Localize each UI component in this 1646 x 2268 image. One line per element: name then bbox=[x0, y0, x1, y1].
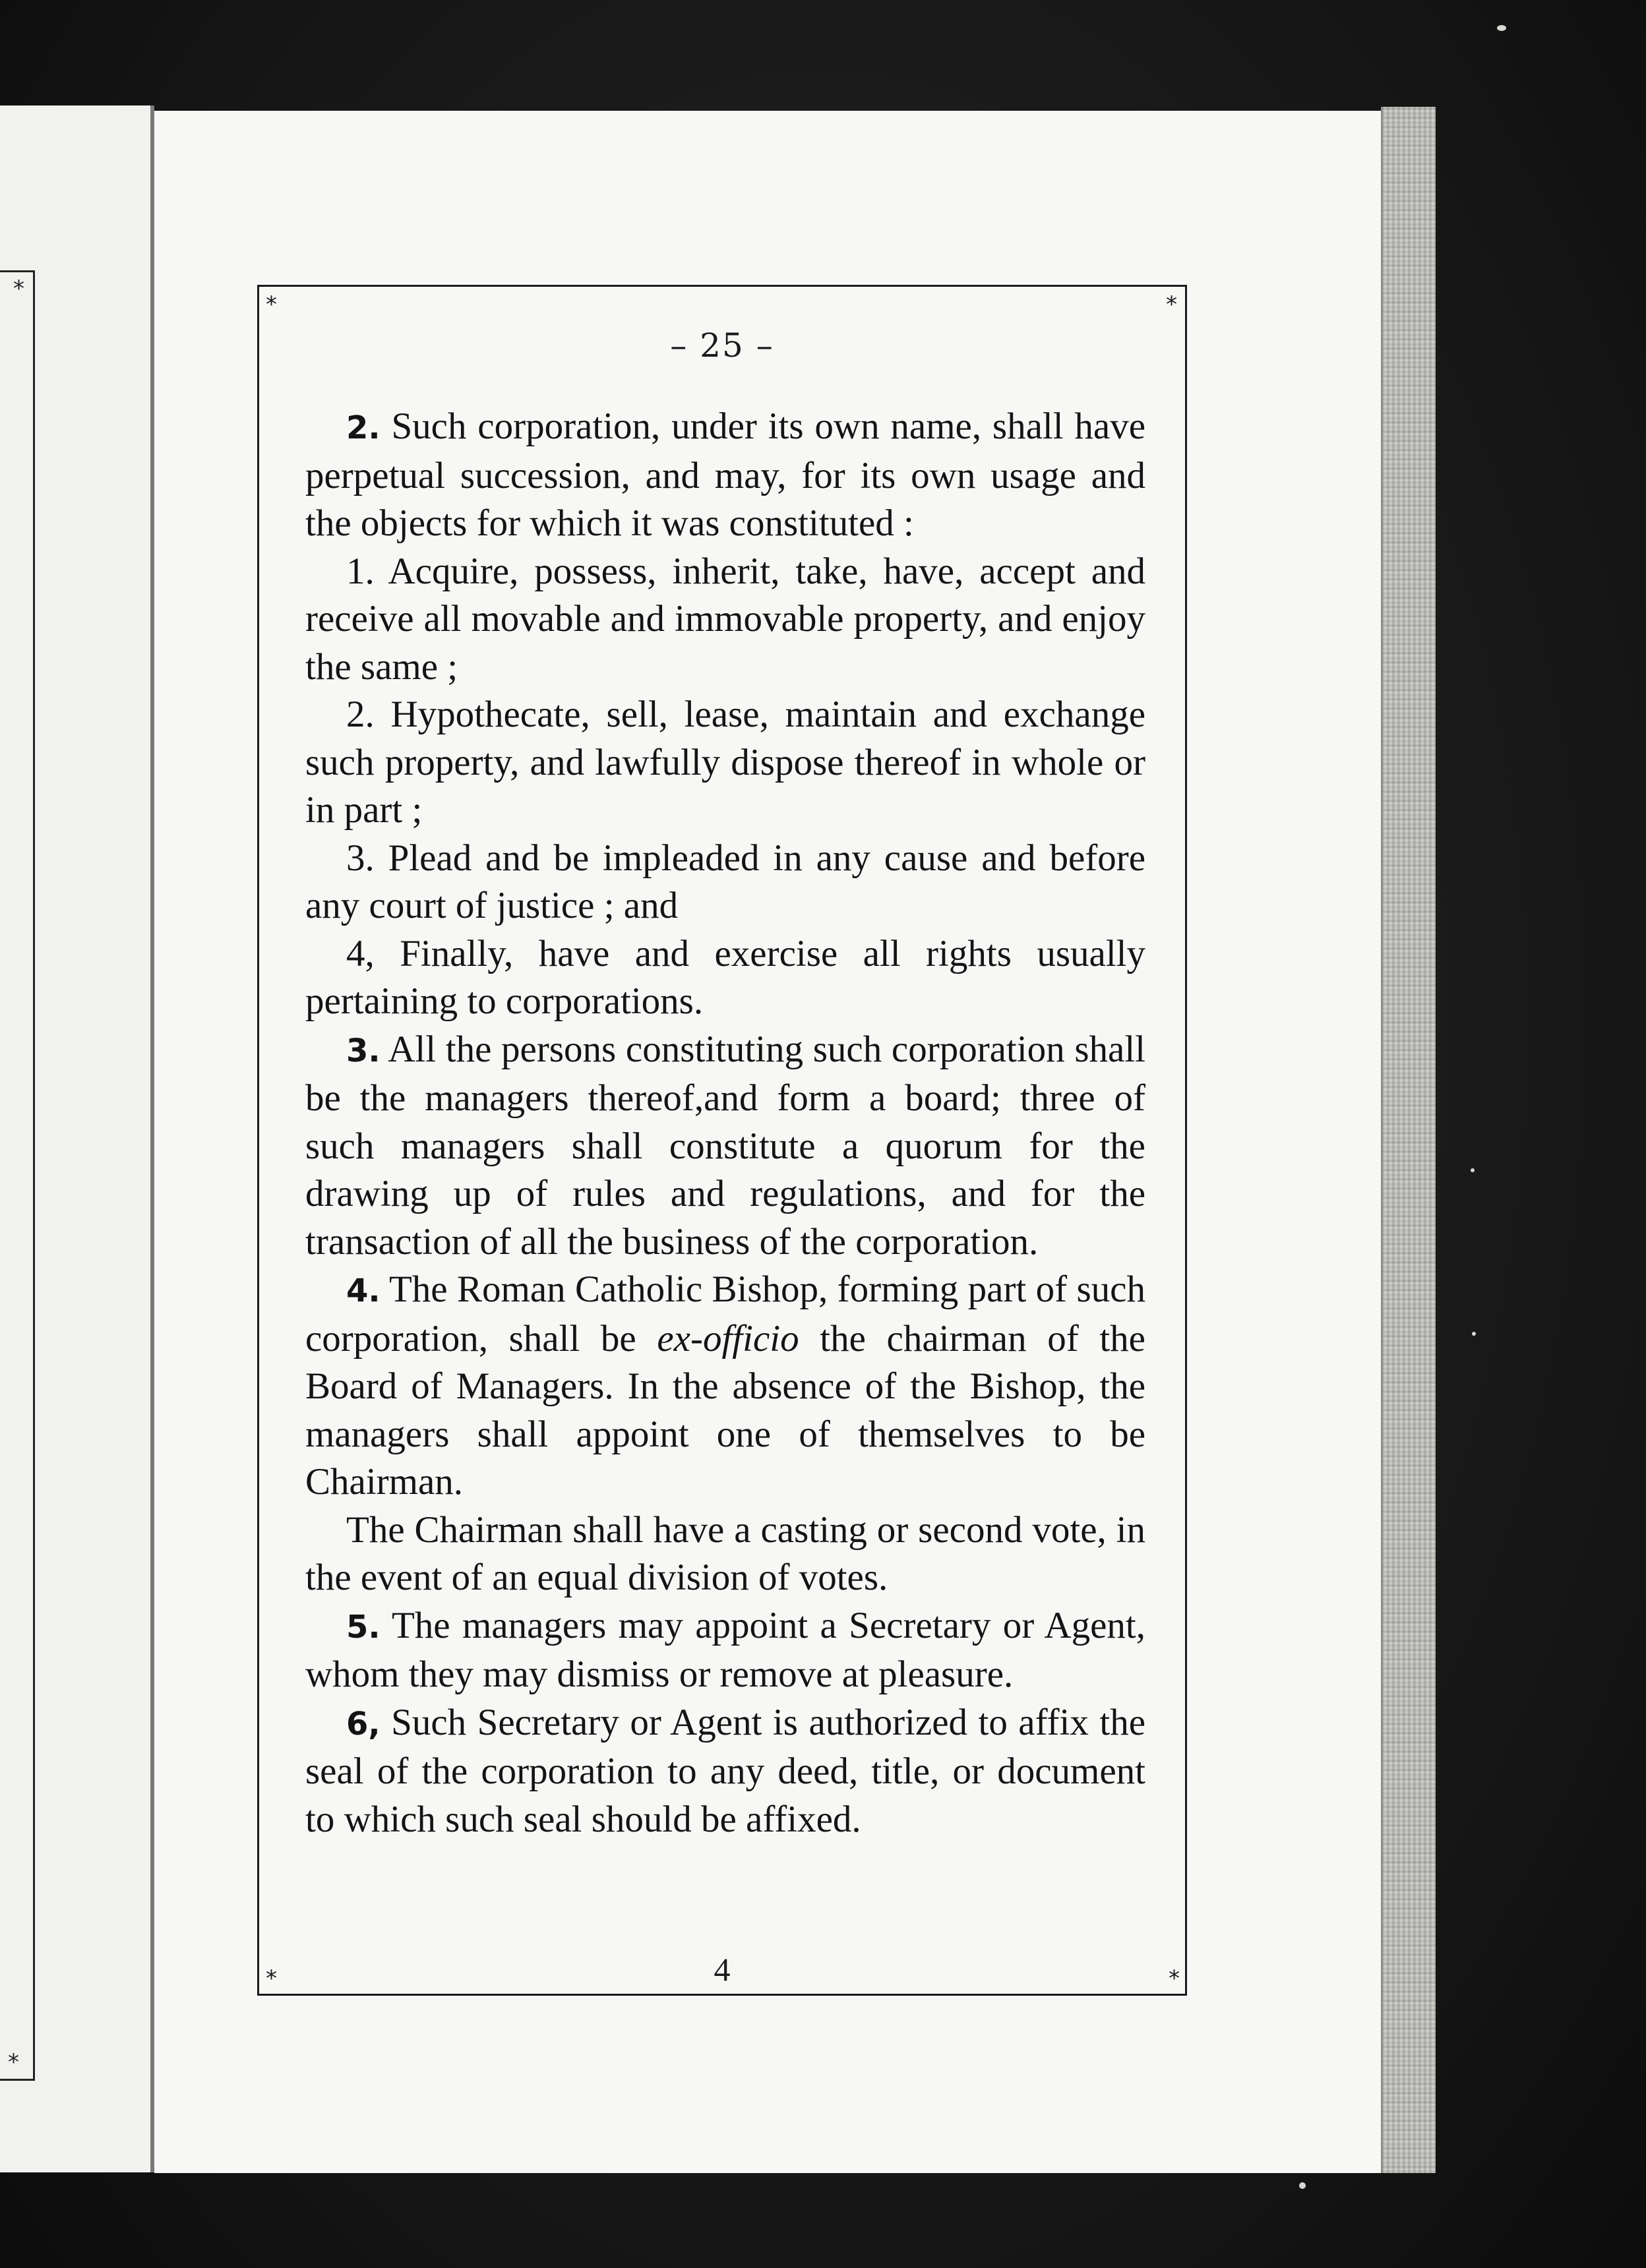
previous-page-ornament-top: * bbox=[13, 276, 24, 302]
corner-ornament-top-left: * bbox=[266, 291, 277, 318]
clause-2 bbox=[305, 691, 1145, 835]
clause-4 bbox=[305, 930, 1145, 1026]
section-number: 4. bbox=[346, 1272, 381, 1309]
paragraph-text: The managers may appoint a Secretary or Agent, whom they may dismiss or remove at pleasure. bbox=[305, 1604, 1145, 1695]
previous-page-frame bbox=[0, 270, 35, 2081]
paragraph-chairman-vote bbox=[305, 1507, 1145, 1602]
section-number: 3. bbox=[346, 1032, 381, 1069]
film-speck bbox=[1299, 2182, 1306, 2189]
page-stack-edge bbox=[1381, 107, 1436, 2173]
paragraph-text: 2. Hypothecate, sell, lease, maintain and exchange such property, and lawfully dispose thereof in whole or in part ; bbox=[305, 694, 1145, 831]
paragraph-5 bbox=[305, 1602, 1145, 1699]
clause-1 bbox=[305, 548, 1145, 692]
section-number: 2. bbox=[346, 409, 381, 446]
section-number: 5. bbox=[346, 1608, 381, 1646]
paragraph-2 bbox=[305, 403, 1145, 548]
film-speck bbox=[1472, 1332, 1476, 1336]
corner-ornament-top-right: * bbox=[1166, 291, 1177, 318]
section-number: 6, bbox=[346, 1705, 381, 1743]
film-speck bbox=[1471, 1168, 1475, 1172]
body-text bbox=[305, 403, 1145, 1843]
previous-page-edge bbox=[0, 105, 154, 2172]
paragraph-text: 3. Plead and be impleaded in any cause and before any court of justice ; and bbox=[305, 837, 1145, 926]
film-speck bbox=[1497, 25, 1506, 31]
clause-3 bbox=[305, 835, 1145, 930]
paragraph-4 bbox=[305, 1266, 1145, 1507]
page-number: – 25 – bbox=[670, 326, 774, 365]
italic-term: ex-officio bbox=[657, 1317, 799, 1359]
paragraph-text: 1. Acquire, possess, inherit, take, have, accept and receive all movable and immovable property, and enjoy the same ; bbox=[305, 550, 1145, 688]
previous-page-ornament-bottom: * bbox=[8, 2049, 19, 2075]
paragraph-text: Such Secretary or Agent is authorized to affix the seal of the corporation to any deed, title, or document to which such seal should be affixed. bbox=[305, 1701, 1146, 1840]
signature-mark: 4 bbox=[714, 1951, 731, 1988]
corner-ornament-bottom-left: * bbox=[266, 1965, 277, 1992]
paragraph-3 bbox=[305, 1026, 1145, 1267]
paragraph-text: 4, Finally, have and exercise all rights usually pertaining to corporations. bbox=[305, 932, 1145, 1022]
paragraph-6 bbox=[305, 1699, 1145, 1844]
corner-ornament-bottom-right: * bbox=[1169, 1965, 1180, 1992]
paragraph-text: All the persons constituting such corporation shall be the managers thereof,and form a board; three of such managers shall constitute a quorum for the drawing up of rules and regulations, and for the transaction of all the business of the corporation. bbox=[305, 1028, 1146, 1263]
paragraph-text: The Chairman shall have a casting or second vote, in the event of an equal division of votes. bbox=[305, 1508, 1145, 1598]
paragraph-text: the chairman of the Board of Managers. In the absence of the Bishop, the managers shall appoint one of themselves to be Chairman. bbox=[305, 1317, 1145, 1503]
text-frame bbox=[257, 285, 1187, 1996]
paragraph-text: Such corporation, under its own name, shall have perpetual succession, and may, for its own usage and the objects for which it was constituted : bbox=[305, 405, 1145, 544]
paragraph-text: The Roman Catholic Bishop, forming part of such corporation, shall be bbox=[305, 1268, 1145, 1359]
